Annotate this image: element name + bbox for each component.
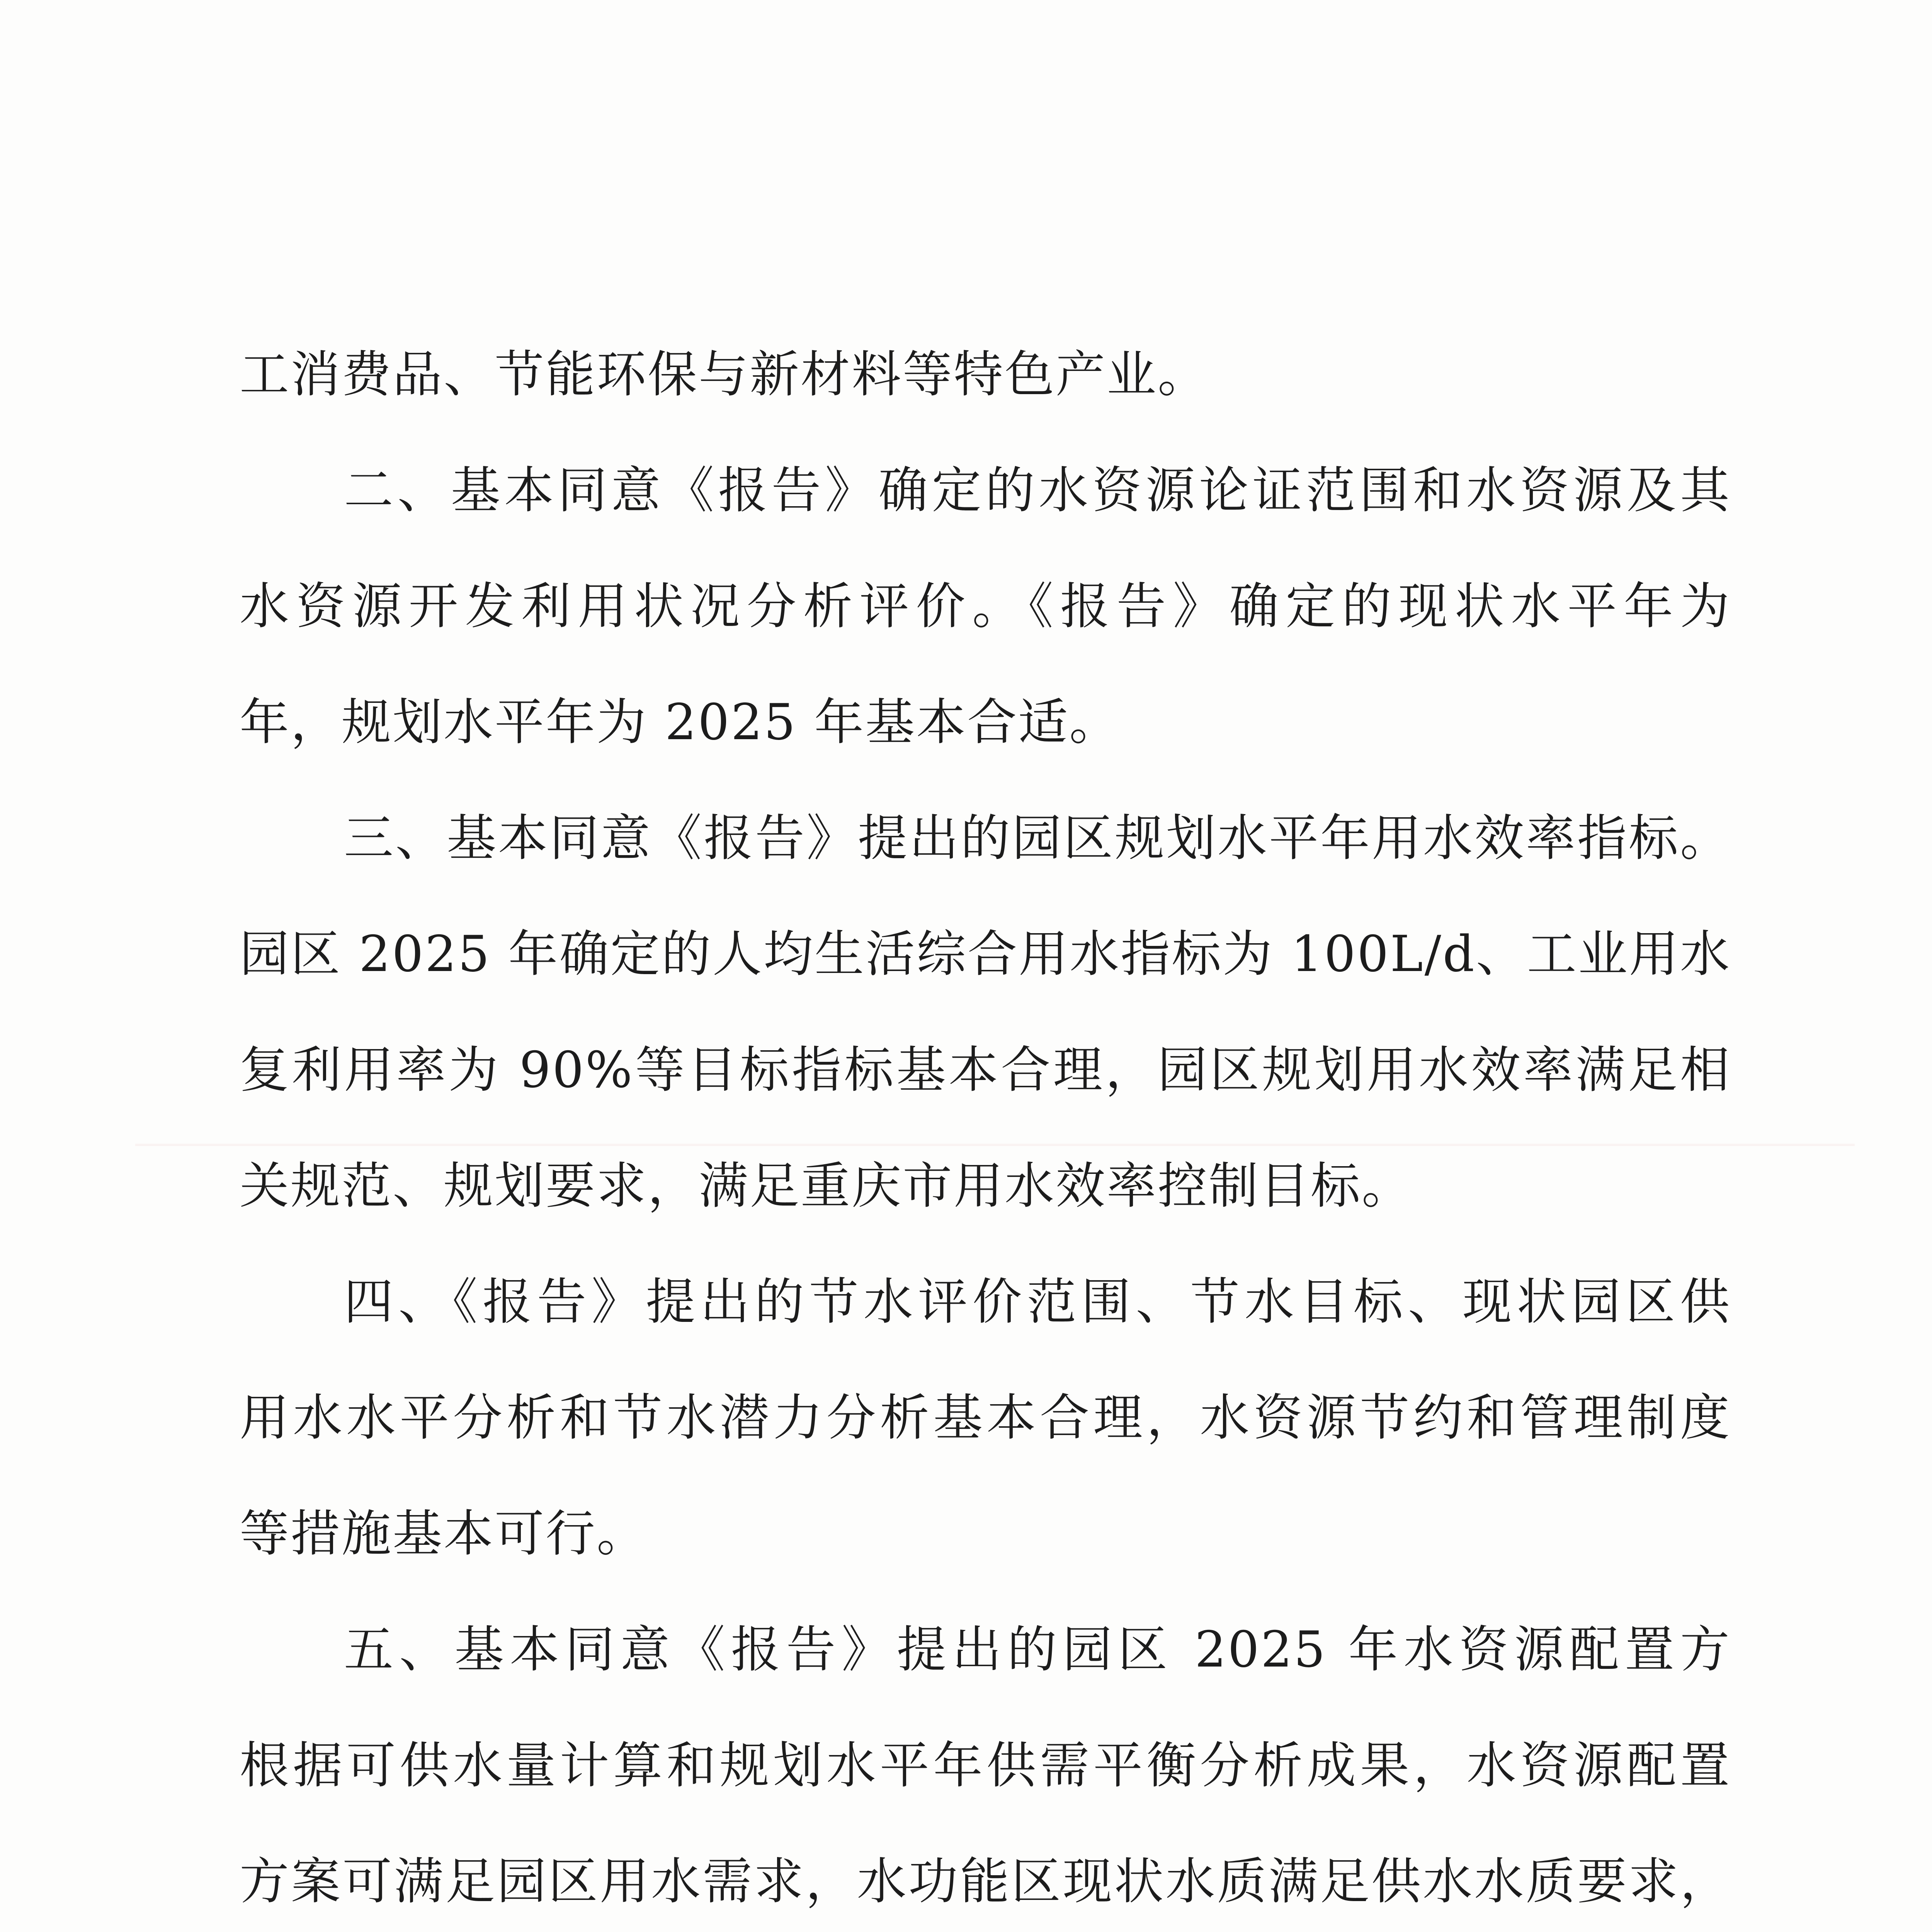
paragraph-5-line-3: 方案可满足园区用水需求，水功能区现状水质满足供水水质要求， (240, 1853, 1731, 1910)
body-text (240, 317, 1731, 1932)
paragraph-2-line-1: 二、基本同意《报告》确定的水资源论证范围和水资源及其 (344, 462, 1731, 519)
paragraph-1-line-1: 工消费品、节能环保与新材料等特色产业。 (240, 346, 1209, 403)
paragraph-2-line-3: 年，规划水平年为 2025 年基本合适。 (240, 694, 1121, 751)
paragraph-3-line-4: 关规范、规划要求，满足重庆市用水效率控制目标。 (240, 1157, 1413, 1215)
paragraph-4-line-1: 四、《报告》提出的节水评价范围、节水目标、现状园区供 (344, 1273, 1731, 1331)
paragraph-2-line-2: 水资源开发利用状况分析评价。《报告》确定的现状水平年为 (240, 578, 1731, 635)
paragraph-5-line-1: 五、基本同意《报告》提出的园区 2025 年水资源配置方 (344, 1621, 1731, 1679)
paragraph-4-line-2: 用水水平分析和节水潜力分析基本合理，水资源节约和管理制度 (240, 1389, 1731, 1447)
paragraph-3-line-2: 园区 2025 年确定的人均生活综合用水指标为 100L/d、工业用水 (240, 925, 1731, 983)
paragraph-5-line-2: 根据可供水量计算和规划水平年供需平衡分析成果，水资源配置 (240, 1737, 1731, 1794)
paragraph-3-line-3: 复利用率为 90%等目标指标基本合理，园区规划用水效率满足相 (240, 1041, 1731, 1099)
paragraph-4-line-3: 等措施基本可行。 (240, 1505, 648, 1563)
paragraph-3-line-1: 三、基本同意《报告》提出的园区规划水平年用水效率指标。 (344, 810, 1731, 867)
